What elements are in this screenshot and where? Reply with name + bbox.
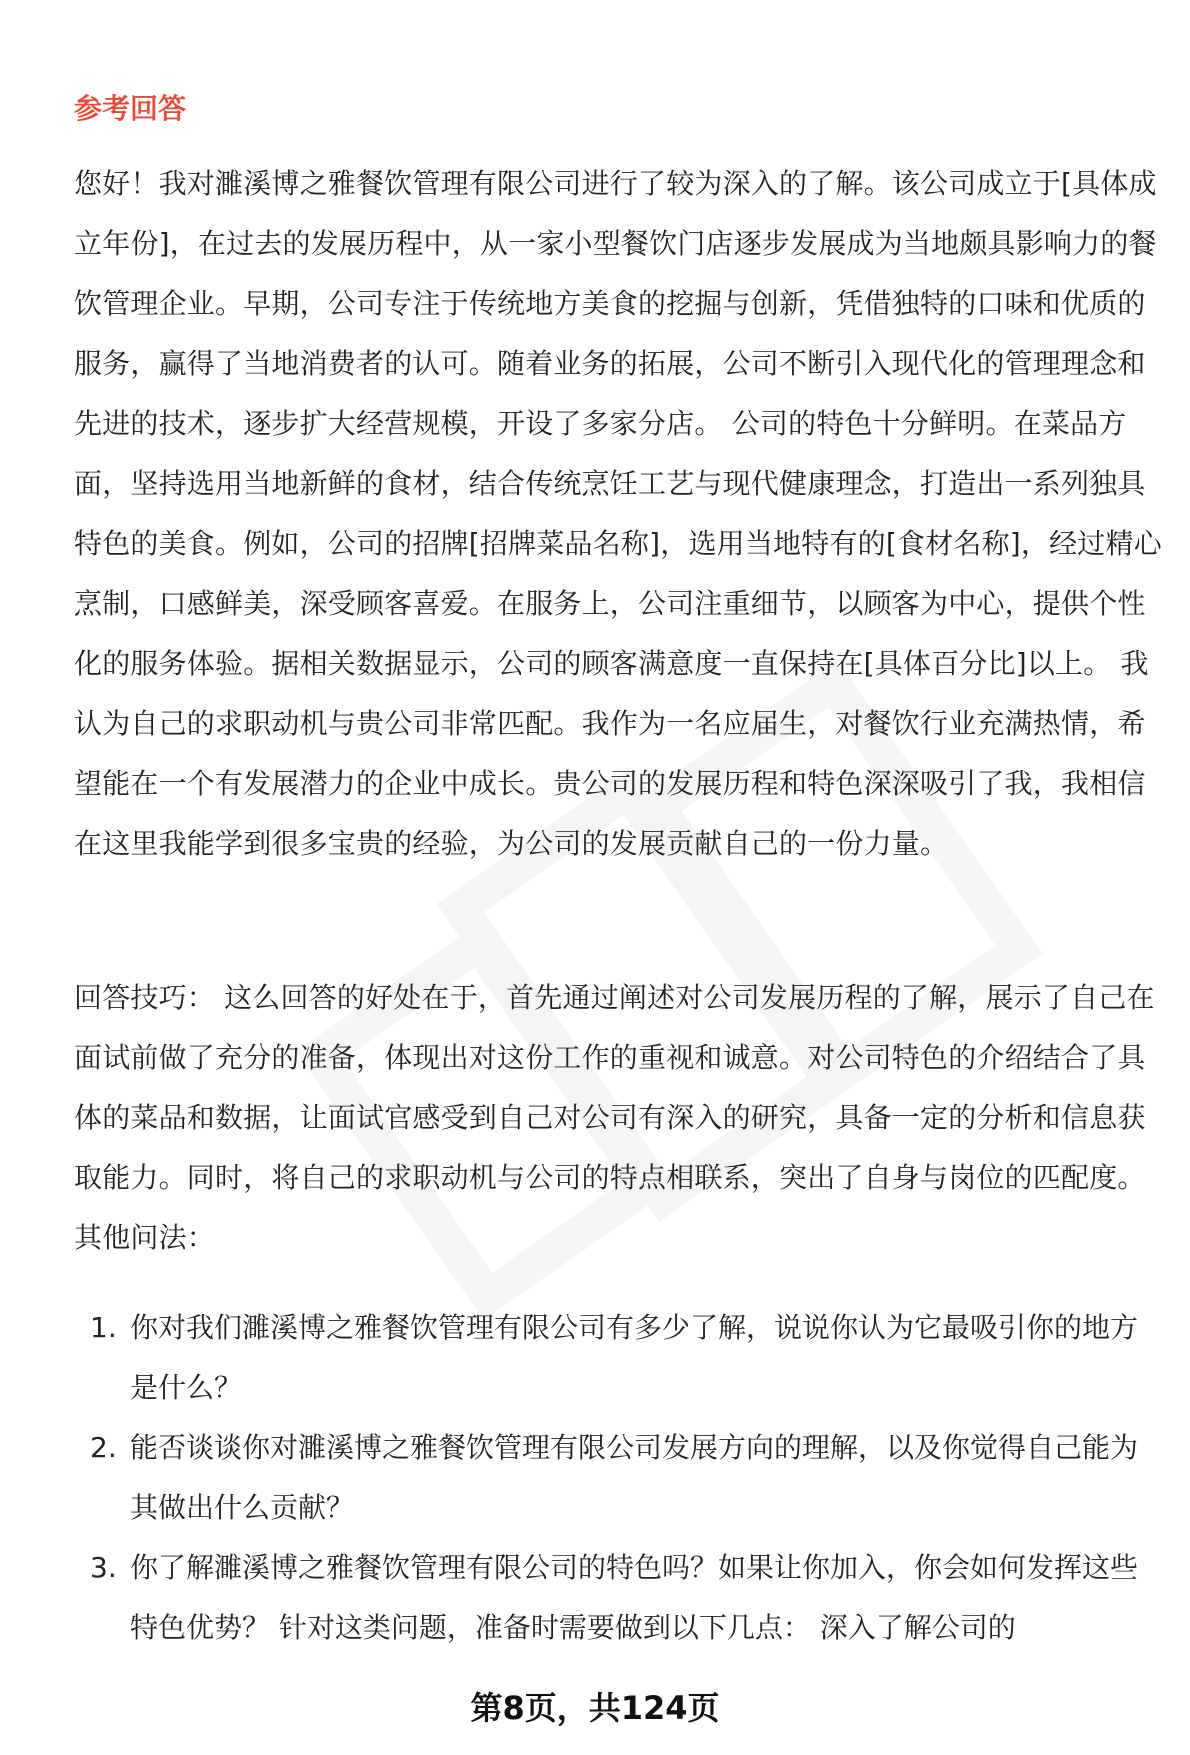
list-item bbox=[74, 1538, 1164, 1658]
section-title: 参考回答 bbox=[74, 92, 187, 125]
list-item-text: 你对我们濉溪博之雅餐饮管理有限公司有多少了解，说说你认为它最吸引你的地方是什么？ bbox=[130, 1311, 1139, 1404]
list-item-number: 3. bbox=[90, 1551, 117, 1584]
page-footer: 第8页，共124页 bbox=[470, 1689, 720, 1727]
alternative-questions-list bbox=[74, 1298, 1164, 1658]
reference-answer-paragraph: 您好！我对濉溪博之雅餐饮管理有限公司进行了较为深入的了解。该公司成立于[具体成立年份]，在过去的发展历程中，从一家小型餐饮门店逐步发展成为当地颇具影响力的餐饮管理企业。早期，公司专注于传统地方美食的挖掘与创新，凭借独特的口味和优质的服务，赢得了当地消费者的认可。随着业务的拓展，公司不断引入现代化的管理理念和先进的技术，逐步扩大经营规模，开设了多家分店。 公司的特色十分鲜明。在菜品方面，坚持选用当地新鲜的食材，结合传统烹饪工艺与现代健康理念，打造出一系列独具特色的美食。例如，公司的招牌[招牌菜品名称]，选用当地特有的[食材名称]，经过精心烹制，口感鲜美，深受顾客喜爱。在服务上，公司注重细节，以顾客为中心，提供个性化的服务体验。据相关数据显示，公司的顾客满意度一直保持在[具体百分比]以上。 我认为自己的求职动机与贵公司非常匹配。我作为一名应届生，对餐饮行业充满热情，希望能在一个有发展潜力的企业中成长。贵公司的发展历程和特色深深吸引了我，我相信在这里我能学到很多宝贵的经验，为公司的发展贡献自己的一份力量。 bbox=[74, 167, 1162, 860]
list-item bbox=[74, 1418, 1164, 1538]
list-item-number: 2. bbox=[90, 1431, 117, 1464]
answer-tips-paragraph: 回答技巧： 这么回答的好处在于，首先通过阐述对公司发展历程的了解，展示了自己在面试前做了充分的准备，体现出对这份工作的重视和诚意。对公司特色的介绍结合了具体的菜品和数据，让面试官感受到自己对公司有深入的研究，具备一定的分析和信息获取能力。同时，将自己的求职动机与公司的特点相联系，突出了自身与岗位的匹配度。 其他问法： bbox=[74, 981, 1155, 1254]
list-item-text: 能否谈谈你对濉溪博之雅餐饮管理有限公司发展方向的理解，以及你觉得自己能为其做出什么贡献？ bbox=[130, 1431, 1139, 1524]
list-item bbox=[74, 1298, 1164, 1418]
list-item-number: 1. bbox=[90, 1311, 117, 1344]
list-item-text: 你了解濉溪博之雅餐饮管理有限公司的特色吗？如果让你加入，你会如何发挥这些特色优势？ 针对这类问题，准备时需要做到以下几点： 深入了解公司的 bbox=[130, 1551, 1139, 1644]
